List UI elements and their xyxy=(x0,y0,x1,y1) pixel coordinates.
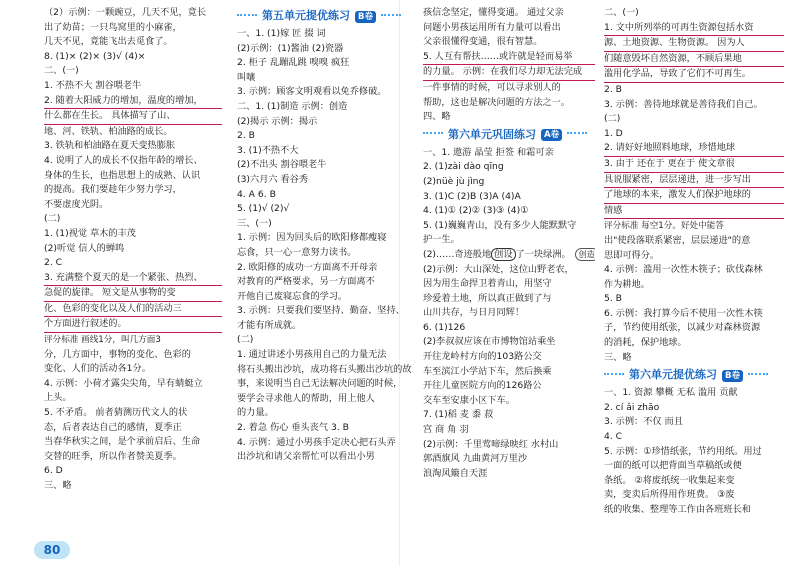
answer-line: 宫 商 角 羽 xyxy=(423,424,469,436)
answer-line: (二) xyxy=(237,334,254,346)
answer-line: 当春华秋实之间，是个承前启后、生命 xyxy=(44,436,201,448)
answer-line: 浪淘风簸自天涯 xyxy=(423,467,488,479)
answer-line: (2)示例：大山深处，这位山野老农， xyxy=(423,263,574,275)
section-banner-unit6-b xyxy=(604,367,784,384)
column-2 xyxy=(237,6,415,465)
page-number: 80 xyxy=(34,541,70,559)
answer-line: 什么都在生长。 具体描写了山、 xyxy=(44,109,222,125)
answer-line: 二、(一) xyxy=(44,65,79,77)
answer-line: (二) xyxy=(604,113,621,125)
answer-line: 变化、人们的活动各1分。 xyxy=(44,363,151,375)
answer-line: 护一生。 xyxy=(423,234,460,246)
answer-line: 四、略 xyxy=(423,111,451,123)
answer-line: 具说服紧密，层层递进，进一步写出 xyxy=(604,173,784,189)
answer-line: 三、(一) xyxy=(237,217,272,229)
answer-line: 因为用生命捍卫着青山，用坚守 xyxy=(423,278,552,290)
column-3-bottom-lines xyxy=(423,263,595,482)
callout-line xyxy=(423,248,595,263)
banner-decoration xyxy=(423,132,443,138)
answer-line: 2. (1)zài dào qīng xyxy=(423,161,504,173)
answer-line: 孩信念坚定，懂得变通。 通过父亲 xyxy=(423,7,564,18)
answer-line: 问题小男孩运用所有力量可以看出 xyxy=(423,21,561,33)
answer-line: 忘食，只一心一意努力读书。 xyxy=(237,246,357,258)
answer-line: 2. B xyxy=(604,83,622,95)
column-4-top-lines xyxy=(604,6,784,365)
answer-line: (2)示例：千里莺啼绿映红 水村山 xyxy=(423,438,559,450)
column-3 xyxy=(423,6,595,481)
answer-line: 要学会寻求他人的帮助，用上他人 xyxy=(237,392,375,404)
answer-line: 滥用化学品，导致了它们不可再生。 xyxy=(604,67,784,83)
answer-line: 开往龙岭村方向的103路公交 xyxy=(423,351,542,363)
answer-line: 3. 示例：善待地球就是善待我们自己。 xyxy=(604,98,763,110)
banner-badge: B卷 xyxy=(722,370,743,382)
answer-line: 三、略 xyxy=(604,351,632,363)
answer-line: (2)不出头 割谷喂老牛 xyxy=(237,159,327,171)
answer-line: 出"使段落联系紧密，层层递进"的意 xyxy=(604,234,751,246)
answer-line: 态，后者表达自己的感情，夏季正 xyxy=(44,421,182,433)
answer-line: 山川共存，与日月同辉！ xyxy=(423,307,525,319)
answer-line: 8. (1)× (2)× (3)√ (4)× xyxy=(44,50,146,62)
answer-line: 的力量。 xyxy=(237,407,274,419)
answer-line: 身体的生长，也指思想上的成熟、认识 xyxy=(44,169,201,181)
answer-line: 地、河、铁轨、柏油路的成长。 xyxy=(44,125,173,137)
answer-line: 们随意毁坏自然资源，不顾后果地 xyxy=(604,52,784,68)
answer-line: 评分标准 每空1分。好处中能答 xyxy=(604,221,724,232)
answer-line: 3. 示例：只要我们要坚持、勤奋、坚持、 xyxy=(237,305,405,317)
answer-line: 子，节约使用纸张，以减少对森林资源 xyxy=(604,322,761,334)
column-4-bottom-lines xyxy=(604,386,784,517)
answer-line: 几天不见，竟能飞出去觅食了。 xyxy=(44,36,173,48)
callout-prefix: (2)……奇迹般地 xyxy=(423,248,492,260)
answer-line: 6. 示例：我打算今后不使用一次性木筷 xyxy=(604,307,763,319)
answer-line: 1. 不热不大 割谷喂老牛 xyxy=(44,79,142,91)
callout-note: 创造 xyxy=(575,248,595,261)
answer-line: 3. (1)C (2)B (3)A (4)A xyxy=(423,190,521,202)
answer-line: (2)示例：(1)酱油 (2)瓷器 xyxy=(237,42,344,54)
answer-line: 7. (1)稻 麦 黍 菽 xyxy=(423,409,494,421)
answer-line: 的提高。我们要趁年少努力学习， xyxy=(44,184,182,196)
answer-line: 出了幼苗；一只鸟窝里的小麻雀， xyxy=(44,21,182,33)
answer-line: 一、1. (1)嫁 匠 掇 词 xyxy=(237,28,326,39)
answer-line: 二、(一) xyxy=(604,7,639,18)
banner-decoration xyxy=(237,14,257,20)
column-4 xyxy=(604,6,784,518)
answer-line: 5. 人互有帮扶……或许就是轻而易举 xyxy=(423,50,595,66)
answer-line: 1. 通过讲述小男孩用自己的力量无法 xyxy=(237,349,387,361)
answer-line: 化、色彩的变化以及人们的活动三 xyxy=(44,302,222,318)
answer-line: 将石头搬出沙坑，成功将石头搬出沙坑的故 xyxy=(237,363,412,375)
answer-line: 3. 示例：不仅 而且 xyxy=(604,416,683,428)
answer-line: 对教育的严格要求，另一方面离不 xyxy=(237,276,375,288)
answer-line: 2. cí ǎi zhāo xyxy=(604,401,660,413)
answer-line: (二) xyxy=(44,213,61,225)
banner-title: 第六单元提优练习 xyxy=(629,368,717,382)
answer-line: 2. 欧阳修的成功一方面离不开母亲 xyxy=(237,261,378,273)
answer-line: 珍爱着土地，所以真正做到了与 xyxy=(423,292,552,304)
answer-line: 2. B xyxy=(237,130,255,142)
banner-title: 第五单元提优练习 xyxy=(262,9,350,23)
callout-box: 创设 xyxy=(491,248,515,261)
answer-line: 开他自己废寝忘食的学习。 xyxy=(237,290,348,302)
column-2-lines xyxy=(237,27,415,465)
answer-line: 4. A 6. B xyxy=(237,188,276,200)
answer-line: 情感 xyxy=(604,204,784,220)
answer-line: 分，几方面中，事物的变化、色彩的 xyxy=(44,348,191,360)
answer-line: 卖，变卖后所得用作班费。 ③废 xyxy=(604,489,735,501)
answer-line: 交车至安康小区下车。 xyxy=(423,394,515,406)
answer-line: 评分标准 画线1分，叫几方面3 xyxy=(44,335,161,346)
answer-line: 3. 充满整个夏天的是一个紧张、热烈、 xyxy=(44,271,222,287)
answer-line: (2)李叔叔应该在市博物馆站乘坐 xyxy=(423,336,556,348)
answer-line: 三、略 xyxy=(44,480,72,491)
answer-line: 4. 示例：通过小男孩手定决心把石头弄 xyxy=(237,436,396,448)
answer-line: 2. 请好好地照料地球，珍惜地球 xyxy=(604,141,784,157)
answer-line: 帮助，这也是解决问题的方法之一。 xyxy=(423,96,570,108)
answer-line: (2)听觉 信人的蝉鸣 xyxy=(44,242,125,254)
answer-line: (2)nüè jù jìng xyxy=(423,175,485,187)
answer-line: 开往儿童医院方向的126路公 xyxy=(423,380,542,392)
answer-line: 叫嚷 xyxy=(237,71,256,83)
banner-decoration xyxy=(748,373,768,379)
answer-line: 5. (1)√ (2)√ xyxy=(237,203,290,215)
column-1 xyxy=(44,6,222,494)
answer-line: 急促的旋律。 短文是从事物的变 xyxy=(44,286,222,302)
answer-line: 1. (1)视觉 草木的丰茂 xyxy=(44,227,136,239)
answer-line: 才能有所成就。 xyxy=(237,319,302,331)
answer-line: 1. 文中所列举的可再生资源包括水资 xyxy=(604,21,784,37)
answer-line: 4. C xyxy=(604,431,623,443)
answer-line: 4. 示例：小荷才露尖尖角，早有蜻蜓立 xyxy=(44,377,203,389)
answer-line: 出沙坑和请父亲帮忙可以看出小男 xyxy=(237,451,375,463)
answer-line: 的消耗，保护地球。 xyxy=(604,337,687,349)
answer-line: 源、土地资源、生物资源。 因为人 xyxy=(604,36,784,52)
answer-line: 1. D xyxy=(604,127,623,139)
answer-line: 不要虚度光阴。 xyxy=(44,198,109,210)
answer-line: 2. 柜子 乱蹦乱跳 嗅嗅 疯狂 xyxy=(237,57,350,69)
answer-line: 1. 示例：因为回头后的欧阳修都瘦寝 xyxy=(237,232,387,244)
answer-line: 思即可得分。 xyxy=(604,249,660,261)
banner-badge: B卷 xyxy=(355,11,376,23)
answer-line: 郭酒旗风 九曲黄河万里沙 xyxy=(423,453,527,465)
answer-line: 的力量。 示例：在我们尽力却无法完成 xyxy=(423,65,595,81)
answer-line: 一件事情的时候，可以寻求别人的 xyxy=(423,81,561,93)
section-banner-unit5-b xyxy=(237,8,415,25)
answer-line: 5. 不矛盾。 前者猜测历代文人的状 xyxy=(44,407,188,419)
answer-line: 一、1. 资源 攀概 无私 滥用 贡献 xyxy=(604,387,738,399)
answer-line: 上头。 xyxy=(44,392,72,404)
callout-suffix: 了一块绿洲。 xyxy=(515,248,571,260)
answer-line: （2）示例：一颗豌豆，几天不见，竟长 xyxy=(44,7,207,18)
banner-decoration xyxy=(604,373,624,379)
answer-line: 交替的旺季，所以作者赞美夏季。 xyxy=(44,450,182,462)
answer-line: 了地球的本来，激发人们保护地球的 xyxy=(604,188,784,204)
answer-line: 事，来说明当自己无法解决问题的时候， xyxy=(237,378,403,390)
answer-line: 5. (1)巍巍青山，没有多少人能默默守 xyxy=(423,219,577,231)
column-3-mid-lines xyxy=(423,146,595,248)
answer-line: 4. (1)① (2)② (3)③ (4)① xyxy=(423,205,529,217)
answer-line: 4. 说明了人的成长不仅指年龄的增长、 xyxy=(44,154,203,166)
answer-line: 2. C xyxy=(44,257,63,269)
answer-line: 4. 示例：滥用一次性木筷子；砍伐森林 xyxy=(604,264,763,276)
answer-line: 一面的纸可以把背面当草稿纸或便 xyxy=(604,460,742,472)
answer-line: 条纸。 ②将废纸统一收集起来变 xyxy=(604,474,735,486)
answer-line: 车至滨江小学站下车，然后换乘 xyxy=(423,365,552,377)
answer-line: 3. 由于 还在于 更在于 使文章很 xyxy=(604,157,784,173)
answer-line: 3. (1)不热不大 xyxy=(237,144,299,156)
banner-title: 第六单元巩固练习 xyxy=(448,127,536,141)
answer-line: 2. 着急 伤心 垂头丧气 3. B xyxy=(237,422,349,434)
answer-line: 5. B xyxy=(604,293,622,305)
answer-line: 3. 铁轨和柏油路在夏天变热膨胀 xyxy=(44,140,176,152)
banner-decoration xyxy=(567,132,587,138)
banner-decoration xyxy=(381,14,401,20)
answer-line: 3. 示例：顾客文明观看以免乔修破。 xyxy=(237,86,387,98)
banner-badge: A卷 xyxy=(541,129,562,141)
answer-line: (3)六月六 看谷秀 xyxy=(237,173,309,185)
answer-line: 一、1. 遨游 晶莹 拒签 和霜可亲 xyxy=(423,146,554,158)
answer-line: 个方面进行叙述的。 xyxy=(44,317,222,333)
answer-line: 2. 随着大阳威力的增加，温度的增加， xyxy=(44,94,222,110)
answer-line: 6. D xyxy=(44,465,63,477)
column-3-top-lines xyxy=(423,6,595,125)
section-banner-unit6-a xyxy=(423,127,595,144)
answer-line: 父亲很懂得变通，很有智慧。 xyxy=(423,36,543,48)
answer-line: 作为耕地。 xyxy=(604,278,650,290)
answer-line: 5. 示例：①珍惜纸张，节约用纸。用过 xyxy=(604,445,762,457)
answer-line: 纸的收集、整理等工作由各班班长和 xyxy=(604,504,751,515)
answer-line: 6. (1)126 xyxy=(423,321,466,333)
answer-line: (2)揭示 示例：揭示 xyxy=(237,115,318,127)
answer-line: 二、1. (1)制造 示例：创造 xyxy=(237,100,348,112)
